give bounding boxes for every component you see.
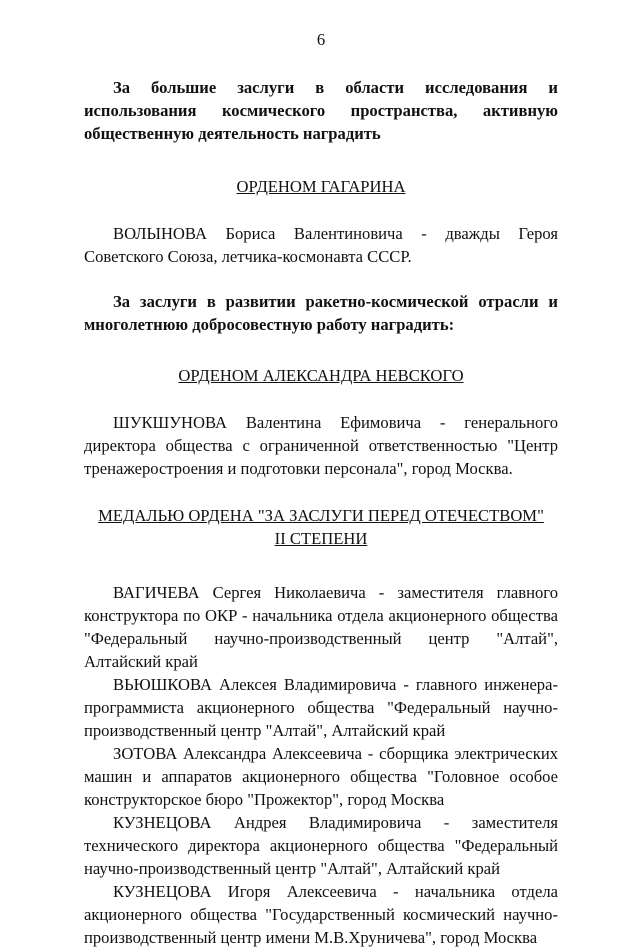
recipient-vyushkov: ВЬЮШКОВА Алексея Владимировича - главного инженера-программиста акционерного общества "Федеральный научно-производственный центр "Алтай", Алтайский край	[84, 675, 558, 740]
recipients-list	[84, 581, 558, 949]
award-title-medal-merit-block	[84, 504, 558, 550]
award-title-order-of-alexander-nevsky: ОРДЕНОМ АЛЕКСАНДРА НЕВСКОГО	[178, 366, 464, 385]
recipient-shukshunov: ШУКШУНОВА Валентина Ефимовича - генерального директора общества с ограниченной ответственностью "Центр тренажеростроения и подготовки персонала", город Москва.	[84, 413, 558, 478]
award-title-order-of-gagarin: ОРДЕНОМ ГАГАРИНА	[236, 177, 406, 196]
decree-text-rocket-industry: За заслуги в развитии ракетно-космической отрасли и многолетнюю добросовестную работу наградить:	[84, 292, 558, 334]
recipient-zotov: ЗОТОВА Александра Алексеевича - сборщика электрических машин и аппаратов акционерного общества "Головное особое конструкторское бюро "Прожектор", город Москва	[84, 744, 558, 809]
recipient-kuznetsov-igor: КУЗНЕЦОВА Игоря Алексеевича - начальника отдела акционерного общества "Государственный космический научно-производственный центр имени М.В.Хруничева", город Москва	[84, 882, 558, 947]
decree-text-space-research: За большие заслуги в области исследования и использования космического пространства, активную общественную деятельность наградить	[84, 78, 558, 143]
recipient-volynov: ВОЛЫНОВА Бориса Валентиновича - дважды Героя Советского Союза, летчика-космонавта СССР.	[84, 224, 558, 266]
recipient-vagichev: ВАГИЧЕВА Сергея Николаевича - заместителя главного конструктора по ОКР - начальника отдела акционерного общества "Федеральный научно-производственный центр "Алтай", Алтайский край	[84, 583, 558, 671]
recipient-kuznetsov-andrey: КУЗНЕЦОВА Андрея Владимировича - заместителя технического директора акционерного общества "Федеральный научно-производственный центр "Алтай", Алтайский край	[84, 813, 558, 878]
award-title-medal-merit-line-1: МЕДАЛЬЮ ОРДЕНА "ЗА ЗАСЛУГИ ПЕРЕД ОТЕЧЕСТВОМ"	[98, 506, 544, 525]
page-number: 6	[316, 30, 326, 49]
award-title-medal-merit-line-2: II СТЕПЕНИ	[274, 529, 368, 548]
